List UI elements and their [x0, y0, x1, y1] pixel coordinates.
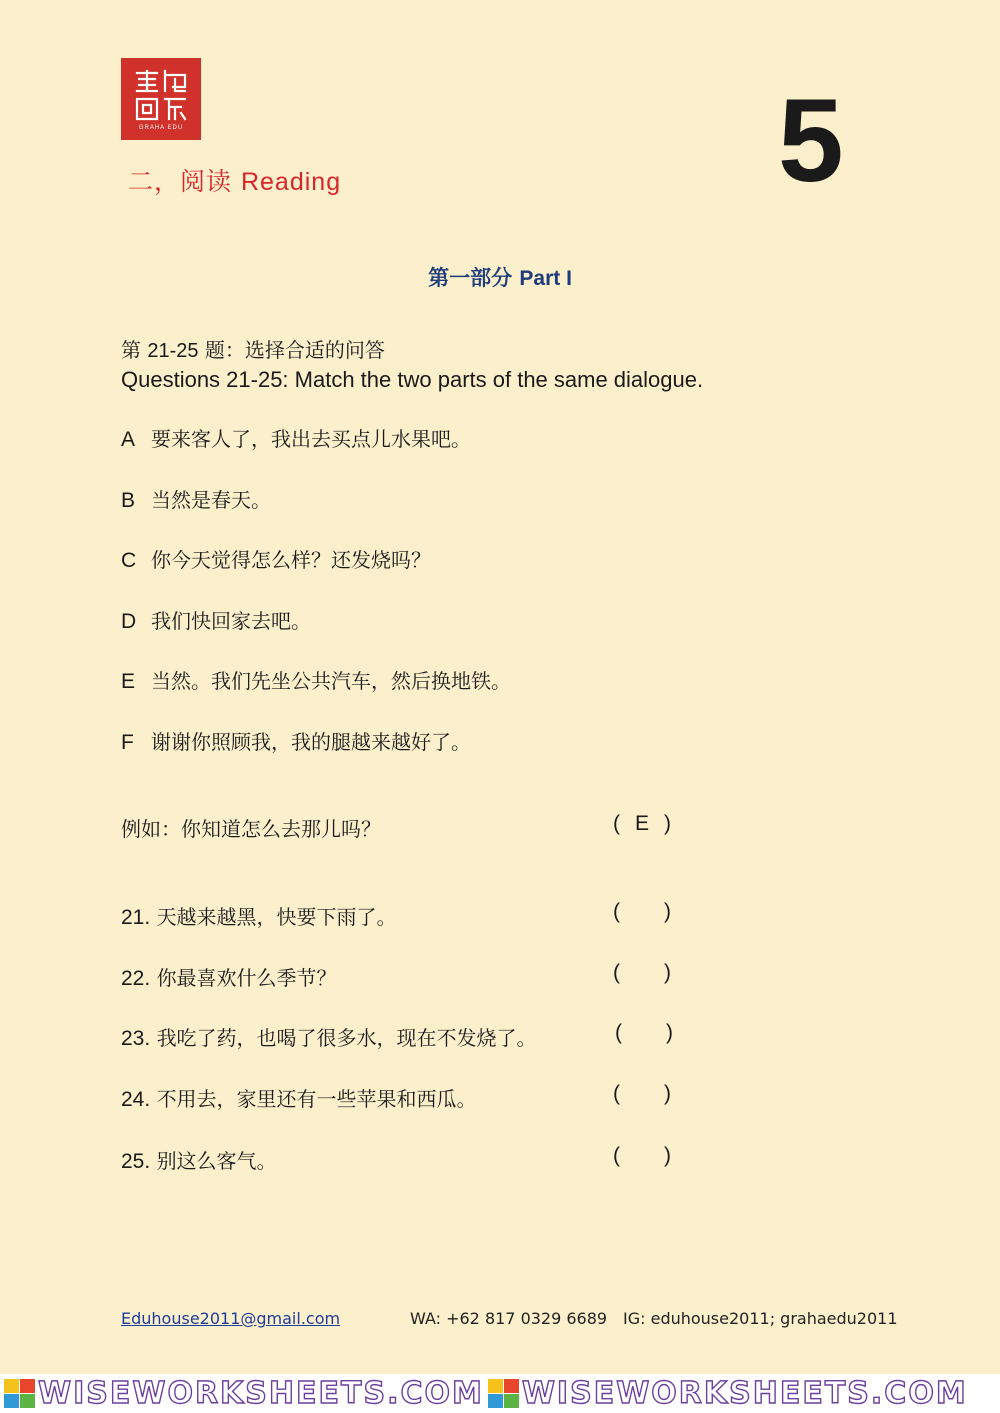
answer-box-22[interactable]: [613, 961, 671, 985]
instructions-zh: [121, 334, 385, 363]
answer-25[interactable]: [620, 1144, 664, 1168]
question-text: 我吃了药，也喝了很多水，现在不发烧了。: [156, 1026, 537, 1050]
close-paren: ): [664, 1144, 671, 1167]
footer-email-link[interactable]: Eduhouse2011@gmail.com: [121, 1309, 341, 1328]
answer-23[interactable]: [622, 1021, 666, 1045]
watermark-unit: [4, 1376, 484, 1411]
question-22: [121, 962, 337, 991]
question-21: [121, 901, 397, 930]
question-24: [121, 1083, 477, 1112]
footer-instagram: IG: eduhouse2011; grahaedu2011: [623, 1309, 898, 1328]
option-f: [121, 726, 471, 755]
question-text: 不用去，家里还有一些苹果和西瓜。: [156, 1087, 477, 1111]
instructions-en: Questions 21-25: Match the two parts of the same dialogue.: [121, 367, 704, 392]
answer-box-24[interactable]: [613, 1082, 671, 1106]
watermark-unit: [488, 1376, 968, 1411]
part-title-en: Part I: [519, 267, 572, 290]
logo-caption: GRAHA EDU: [138, 125, 184, 131]
answer-box-25[interactable]: [613, 1144, 671, 1168]
wise-badge-icon: [4, 1379, 36, 1409]
answer-22[interactable]: [620, 961, 664, 985]
open-paren: (: [613, 812, 620, 835]
option-a: [121, 423, 471, 452]
question-number: 22.: [121, 967, 151, 990]
footer-whatsapp: WA: +62 817 0329 6689: [410, 1309, 608, 1328]
logo-seal-icon: [133, 67, 189, 123]
example-question: 例如：你知道怎么去那儿吗？: [121, 817, 381, 841]
example-answer: E: [634, 812, 649, 835]
question-text: 天越来越黑，快要下雨了。: [156, 905, 397, 929]
question-number: 25.: [121, 1150, 151, 1173]
option-b: [121, 484, 271, 513]
option-letter: E: [121, 670, 136, 693]
option-text: 当然。我们先坐公共汽车，然后换地铁。: [151, 669, 511, 693]
option-text: 当然是春天。: [151, 488, 271, 512]
part-title-zh: 第一部分: [428, 265, 513, 290]
close-paren: ): [666, 1021, 673, 1044]
close-paren: ): [664, 812, 671, 835]
option-e: [121, 665, 511, 694]
question-23: [121, 1022, 537, 1051]
section-title: [128, 162, 341, 198]
wise-badge-icon: [488, 1379, 520, 1409]
open-paren: (: [613, 1144, 620, 1167]
close-paren: ): [664, 1082, 671, 1105]
option-text: 谢谢你照顾我，我的腿越来越好了。: [151, 730, 471, 754]
option-letter: A: [121, 428, 136, 451]
watermark-banner: [0, 1374, 1000, 1413]
question-number: 21.: [121, 906, 151, 929]
option-text: 要来客人了，我出去买点儿水果吧。: [151, 427, 471, 451]
open-paren: (: [613, 900, 620, 923]
question-25: [121, 1145, 277, 1174]
instructions-zh-suffix: 题：选择合适的问答: [204, 338, 385, 362]
answer-21[interactable]: [620, 900, 664, 924]
example-answer-box: [613, 812, 671, 836]
option-letter: B: [121, 489, 136, 512]
watermark-text: WISEWORKSHEETS.COM: [521, 1376, 968, 1411]
answer-box-21[interactable]: [613, 900, 671, 924]
question-number: 23.: [121, 1027, 151, 1050]
question-text: 别这么客气。: [156, 1149, 277, 1173]
close-paren: ): [664, 961, 671, 984]
graha-edu-logo: [121, 58, 201, 140]
answer-box-23[interactable]: [615, 1021, 673, 1045]
section-title-zh: 二，阅读: [128, 167, 233, 196]
option-text: 你今天觉得怎么样？还发烧吗？: [151, 548, 431, 572]
part-title: [0, 262, 1000, 292]
question-text: 你最喜欢什么季节？: [156, 966, 337, 990]
section-title-en: Reading: [240, 168, 342, 196]
instructions-zh-prefix: 第: [121, 338, 141, 362]
open-paren: (: [615, 1021, 622, 1044]
watermark-text: WISEWORKSHEETS.COM: [38, 1376, 484, 1411]
page-number: 5: [778, 75, 844, 207]
option-letter: F: [121, 731, 134, 754]
close-paren: ): [664, 900, 671, 923]
open-paren: (: [613, 1082, 620, 1105]
option-text: 我们快回家去吧。: [151, 609, 311, 633]
instructions-zh-range: 21-25: [147, 340, 199, 362]
option-d: [121, 605, 311, 634]
option-c: [121, 544, 431, 573]
option-letter: D: [121, 610, 137, 633]
answer-24[interactable]: [620, 1082, 664, 1106]
option-letter: C: [121, 549, 137, 572]
open-paren: (: [613, 961, 620, 984]
question-number: 24.: [121, 1088, 151, 1111]
